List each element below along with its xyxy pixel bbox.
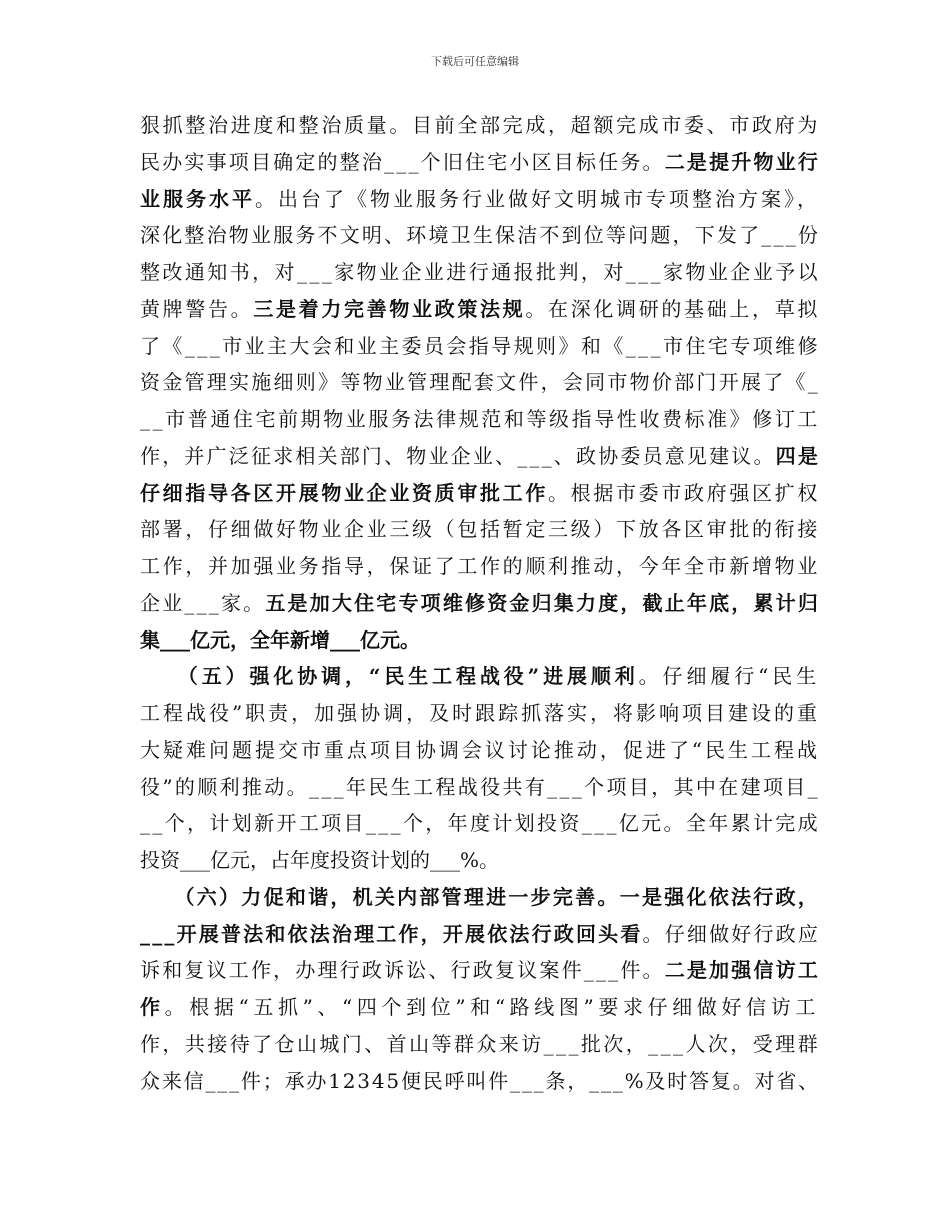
text-line [140,842,820,879]
text-line [140,548,820,585]
text-segment: 投资___亿元，占年度投资计划的___%。 [140,848,500,872]
text-line [140,144,820,181]
bold-text-segment: 作 [140,995,165,1019]
page-header: 下载后可任意编辑 [431,55,519,68]
text-segment: 大疑难问题提交市重点项目协调会议讨论推动，促进了“民生工程战 [140,737,820,762]
text-segment: 了《___市业主大会和业主委员会指导规则》和《___市住宅专项维修 [140,333,820,358]
text-segment: 。出台了《物业服务行业做好文明城市专项整治方案》， [255,186,820,211]
text-line [140,732,820,769]
text-line [140,622,820,659]
text-line [140,328,820,365]
text-line [140,952,820,989]
bold-text-segment: ___开展普法和依法治理工作，开展依法行政回头看 [140,921,643,946]
text-segment: 深化整治物业服务不文明、环境卫生保洁不到位等问题，下发了___份 [140,223,821,248]
text-line [140,364,820,401]
text-segment: 狠抓整治进度和整治质量。目前全部完成，超额完成市委、市政府为 [140,113,821,137]
text-line [140,475,820,512]
text-segment: 整改通知书，对___家物业企业进行通报批判，对___家物业企业予以 [140,260,820,284]
text-segment: 众来信___件；承办12345便民呼叫件___条，___%及时答复。对省、 [140,1068,821,1093]
text-line [140,1063,820,1100]
text-segment: 。仔细履行“民生 [638,664,821,689]
bold-text-segment: 四是 [775,443,821,468]
text-segment: 。在深化调研的基础上，草拟 [525,296,821,321]
text-segment: __个，计划新开工项目___个，年度计划投资___亿元。全年累计完成 [140,811,821,836]
text-segment: 诉和复议工作，办理行政诉讼、行政复议案件___件。 [140,958,665,983]
text-segment [140,664,188,688]
text-line [140,401,820,438]
bold-text-segment: 业服务水平 [140,186,255,211]
bold-text-segment: 三是着力完善物业政策法规 [253,296,526,321]
text-segment: 工程战役”职责，加强协调，及时跟踪抓落实，将影响项目建设的重 [140,701,820,725]
document-body [140,107,820,1099]
text-segment: 部署，仔细做好物业企业三级（包括暂定三级）下放各区审批的衔接 [140,517,821,542]
text-segment [140,885,185,909]
text-line [140,254,820,291]
text-line [140,438,820,475]
text-line [140,181,820,218]
text-segment: 。仔细做好行政应 [642,921,821,946]
text-segment: 黄牌警告。 [140,296,254,321]
text-segment: 。根据“五抓”、“四个到位”和“路线图”要求仔细做好信访工 [164,995,820,1019]
bold-text-segment: 集___亿元，全年新增___亿元。 [140,627,420,652]
bold-text-segment: （五）强化协调，“民生工程战役”进展顺利 [187,664,639,689]
text-line [140,879,820,916]
text-segment: 民办实事项目确定的整治___个旧住宅小区目标任务。 [140,149,665,174]
text-line [140,1026,820,1063]
text-segment: 工作，并加强业务指导，保证了工作的顺利推动，今年全市新增物业 [140,554,821,578]
text-line [140,989,820,1026]
bold-text-segment: （六）力促和谐，机关内部管理进一步完善。一是强化依法行政， [184,884,821,909]
bold-text-segment: 二是提升物业行 [664,149,821,174]
text-segment: 企业___家。 [140,590,266,615]
text-segment: 役”的顺利推动。___年民生工程战役共有___个项目，其中在建项目_ [140,774,820,799]
text-line [140,511,820,548]
text-line [140,585,820,622]
text-line [140,107,820,144]
text-line [140,658,820,695]
text-line [140,291,820,328]
text-line [140,695,820,732]
text-segment: 作，并广泛征求相关部门、物业企业、___、政协委员意见建议。 [140,443,776,468]
text-segment: __市普通住宅前期物业服务法律规范和等级指导性收费标准》修订工 [140,407,821,431]
bold-text-segment: 五是加大住宅专项维修资金归集力度，截止年底，累计归 [265,590,821,615]
text-segment: 资金管理实施细则》等物业管理配套文件，会同市物价部门开展了《_ [140,370,820,395]
text-segment: 。根据市委市政府强区扩权 [548,480,821,505]
text-line [140,217,820,254]
text-line [140,916,820,953]
text-line [140,805,820,842]
bold-text-segment: 二是加强信访工 [664,958,821,983]
bold-text-segment: 仔细指导各区开展物业企业资质审批工作 [140,480,549,505]
text-segment: 作，共接待了仓山城门、首山等群众来访___批次，___人次，受理群 [140,1031,820,1056]
text-line [140,769,820,806]
